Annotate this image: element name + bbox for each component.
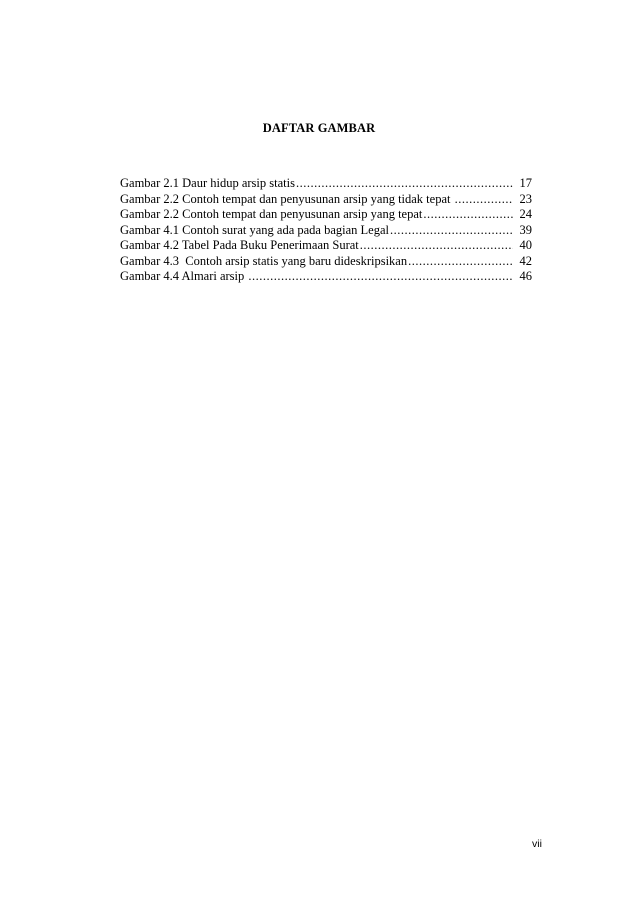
figure-entry xyxy=(120,207,532,223)
figure-entry xyxy=(120,269,532,285)
figure-label: Gambar 4.2 Tabel Pada Buku Penerimaan Surat xyxy=(120,238,359,252)
figure-page-number: 46 xyxy=(519,269,532,283)
page-title: DAFTAR GAMBAR xyxy=(262,121,376,135)
dot-leader xyxy=(296,176,513,192)
figure-page-number: 40 xyxy=(519,238,532,252)
figure-label: Gambar 4.1 Contoh surat yang ada pada bagian Legal xyxy=(120,222,390,237)
dot-leader xyxy=(455,192,513,208)
figure-label: Gambar 4.4 Almari arsip xyxy=(120,269,248,283)
figure-entry xyxy=(120,238,532,254)
figure-page-number: 39 xyxy=(519,222,532,237)
dot-leader xyxy=(390,223,513,239)
dot-leader xyxy=(248,269,513,285)
dot-leader xyxy=(423,207,513,223)
figure-label: Gambar 2.1 Daur hidup arsip statis xyxy=(120,176,295,190)
figure-page-number: 42 xyxy=(519,253,532,268)
figure-list xyxy=(120,176,532,285)
figure-label: Gambar 4.3 Contoh arsip statis yang baru dideskripsikan xyxy=(120,253,408,268)
page-number: vii xyxy=(532,838,542,850)
figure-entry xyxy=(120,192,532,208)
dot-leader xyxy=(360,238,513,254)
figure-entry xyxy=(120,176,532,192)
figure-page-number: 23 xyxy=(519,191,532,206)
figure-label: Gambar 2.2 Contoh tempat dan penyusunan arsip yang tidak tepat xyxy=(120,191,454,206)
figure-entry xyxy=(120,223,532,239)
figure-page-number: 17 xyxy=(519,176,532,190)
figure-page-number: 24 xyxy=(519,207,532,221)
figure-entry xyxy=(120,254,532,270)
figure-label: Gambar 2.2 Contoh tempat dan penyusunan arsip yang tepat xyxy=(120,207,423,221)
dot-leader xyxy=(408,254,513,270)
